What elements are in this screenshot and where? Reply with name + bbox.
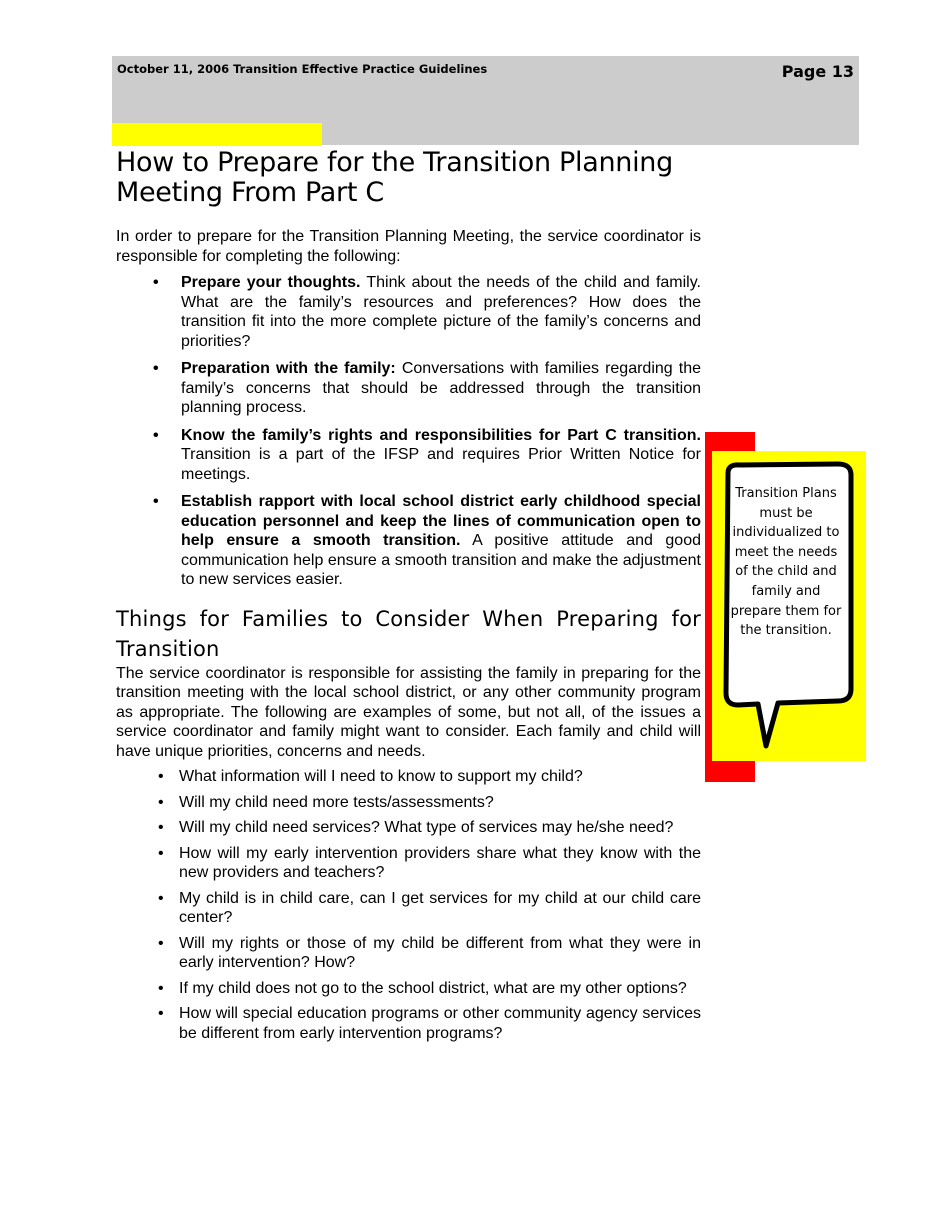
page-number: Page 13 (781, 62, 854, 81)
bullet-icon: • (158, 889, 164, 907)
bullet-icon: • (158, 934, 164, 952)
question-text: Will my rights or those of my child be different from what they were in early intervention? How? (179, 934, 701, 971)
question-text: If my child does not go to the school district, what are my other options? (179, 979, 687, 997)
question-text: How will special education programs or other community agency services be different from early intervention programs? (179, 1005, 701, 1042)
section-paragraph: The service coordinator is responsible for assisting the family in preparing for the transition meeting with the local school district, or any other community program as appropriate. The following are examples of some, but not all, of the issues a service coordinator and family might want to consider. Each family and child will have unique priorities, concerns and needs. (116, 664, 701, 760)
bullet-icon: • (158, 793, 164, 811)
question-text: Will my child need more tests/assessments? (179, 793, 494, 811)
header-date-title: October 11, 2006 Transition Effective Practice Guidelines (117, 62, 488, 76)
page-title: How to Prepare for the Transition Planning Meeting From Part C (116, 147, 673, 208)
list-item (116, 1004, 701, 1043)
intro-paragraph: In order to prepare for the Transition Planning Meeting, the service coordinator is responsible for completing the following: (116, 228, 701, 265)
item-bold-lead: Know the family’s rights and responsibilities for Part C transition. (181, 426, 701, 444)
bullet-icon: • (158, 1005, 164, 1022)
list-item (116, 492, 701, 590)
list-item (116, 818, 701, 838)
bullet-icon: • (158, 979, 164, 997)
bullet-icon: • (158, 819, 164, 836)
preparation-list (116, 273, 701, 590)
header-yellow-tab (112, 123, 322, 146)
bullet-icon: • (153, 493, 159, 510)
list-item (116, 273, 701, 351)
main-content (116, 148, 701, 1049)
list-item (116, 934, 701, 973)
list-item (116, 359, 701, 418)
bullet-icon: • (158, 768, 164, 785)
list-item (116, 767, 701, 787)
section-heading-line1: Things for Families to Consider When Preparing for (116, 606, 701, 631)
item-text: Think about the needs of the child and family. What are the family’s resources and preferences? How does the transition fit into the more complete picture of the family’s concerns and priorities? (181, 274, 701, 350)
list-item (116, 889, 701, 928)
item-bold-lead: Establish rapport with local school district early childhood special education personnel and keep the lines of communication open to help ensure a smooth transition. (181, 493, 701, 549)
item-text: A positive attitude and good communication help ensure a smooth transition and make the adjustment to new services easier. (181, 532, 702, 588)
section-heading (116, 604, 701, 664)
list-item (116, 426, 701, 485)
bullet-icon: • (153, 360, 159, 377)
list-item (116, 979, 701, 999)
question-text: How will my early intervention providers share what they know with the new providers and teachers? (179, 844, 701, 881)
item-text: Conversations with families regarding the family’s concerns that should be addressed through the transition planning process. (181, 360, 702, 416)
questions-list (116, 767, 701, 1043)
question-text: What information will I need to know to support my child? (179, 768, 583, 785)
bullet-icon: • (158, 844, 164, 862)
bullet-icon: • (153, 274, 159, 291)
section-heading-line2: Transition (116, 636, 220, 661)
list-item (116, 844, 701, 883)
question-text: My child is in child care, can I get services for my child at our child care center? (179, 889, 701, 926)
callout-text: Transition Plans must be individualized to meet the needs of the child and family and prepare them for the transition. (730, 486, 842, 639)
bullet-icon: • (153, 426, 159, 444)
item-text: Transition is a part of the IFSP and requires Prior Written Notice for meetings. (181, 446, 701, 483)
list-item (116, 793, 701, 813)
item-bold-lead: Prepare your thoughts. (181, 274, 361, 291)
item-bold-lead: Preparation with the family: (181, 360, 396, 377)
question-text: Will my child need services? What type of services may he/she need? (179, 819, 674, 836)
